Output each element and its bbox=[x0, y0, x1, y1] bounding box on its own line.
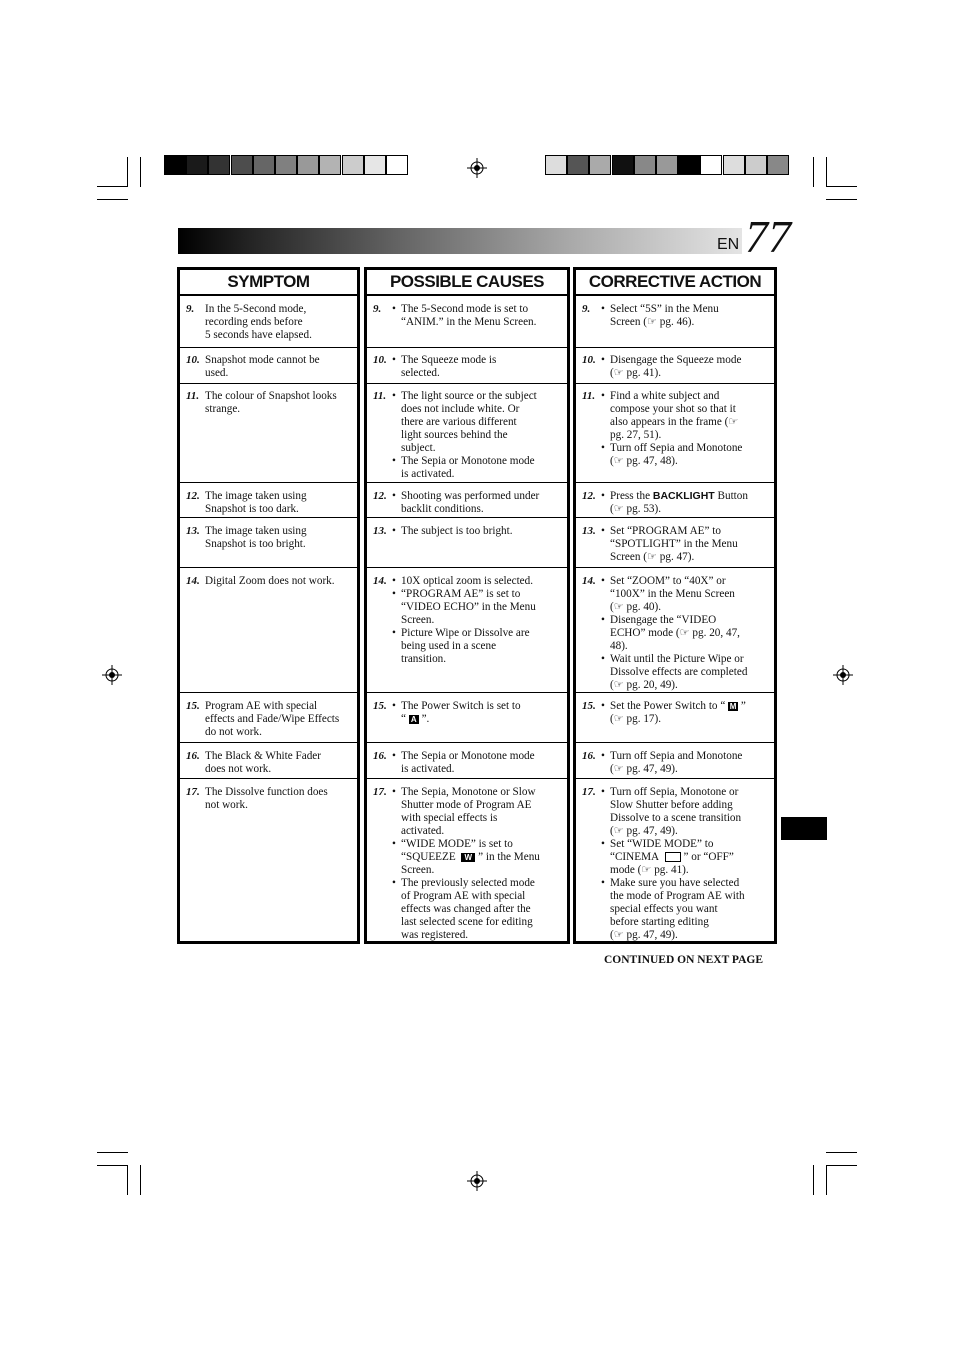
causes-text bbox=[392, 303, 563, 329]
bullet-item: • Turn off Sepia and Monotone (☞ pg. 47, 49). bbox=[601, 750, 770, 776]
registration-mark-icon bbox=[833, 665, 853, 685]
actions-text bbox=[601, 575, 770, 692]
row-divider bbox=[367, 692, 567, 693]
item-number: 11. bbox=[373, 390, 387, 402]
row-divider bbox=[367, 778, 567, 779]
item-number: 17. bbox=[186, 786, 200, 798]
actions-text bbox=[601, 303, 770, 329]
row-divider bbox=[180, 742, 357, 743]
bullet-item: • The light source or the subject does not include white. Or there are various different light sources behind the subject. bbox=[392, 390, 563, 455]
causes-header: POSSIBLE CAUSES bbox=[367, 270, 567, 296]
crop-mark bbox=[826, 199, 857, 200]
crop-mark bbox=[826, 157, 827, 187]
registration-mark-icon bbox=[467, 1171, 487, 1191]
crop-mark bbox=[813, 157, 814, 187]
causes-text bbox=[392, 786, 563, 942]
bullet-item: • Wait until the Picture Wipe or Dissolve effects are completed (☞ pg. 20, 49). bbox=[601, 653, 770, 692]
bullet-item: • The 5-Second mode is set to “ANIM.” in the Menu Screen. bbox=[392, 303, 563, 329]
actions-text bbox=[601, 354, 770, 380]
crop-mark bbox=[140, 157, 141, 187]
crop-mark bbox=[97, 199, 128, 200]
bullet-item: • “WIDE MODE” is set to “SQUEEZE W ” in the Menu Screen. bbox=[392, 838, 563, 877]
item-number: 17. bbox=[582, 786, 596, 798]
row-divider bbox=[576, 482, 774, 483]
color-swatch bbox=[319, 155, 341, 175]
causes-text bbox=[392, 354, 563, 380]
item-number: 12. bbox=[582, 490, 596, 502]
causes-text bbox=[392, 490, 563, 516]
item-number: 16. bbox=[373, 750, 387, 762]
bullet-item: • Find a white subject and compose your shot so that it also appears in the frame (☞ pg. 27, 51). bbox=[601, 390, 770, 442]
page-number: 77 bbox=[745, 211, 791, 262]
header-gradient-bar bbox=[178, 228, 742, 254]
actions-text bbox=[601, 786, 770, 942]
manual-mode-icon: M bbox=[729, 701, 737, 711]
color-swatch bbox=[723, 155, 745, 175]
symptom-text: Digital Zoom does not work. bbox=[205, 575, 335, 587]
actions-text bbox=[601, 525, 770, 564]
color-swatch bbox=[275, 155, 297, 175]
row-divider bbox=[576, 778, 774, 779]
bullet-item: • Set “ZOOM” to “40X” or “100X” in the Menu Screen (☞ pg. 40). bbox=[601, 575, 770, 614]
causes-text bbox=[392, 525, 563, 538]
squeeze-icon: W bbox=[461, 853, 475, 862]
row-divider bbox=[367, 517, 567, 518]
actions-text bbox=[601, 390, 770, 468]
color-swatch bbox=[231, 155, 253, 175]
row-divider bbox=[576, 567, 774, 568]
causes-text bbox=[392, 750, 563, 776]
item-number: 11. bbox=[186, 390, 200, 402]
color-swatch bbox=[164, 155, 186, 175]
row-divider bbox=[180, 692, 357, 693]
actions-text bbox=[601, 700, 770, 726]
crop-mark bbox=[140, 1165, 141, 1195]
item-number: 16. bbox=[582, 750, 596, 762]
item-number: 15. bbox=[186, 700, 200, 712]
row-divider bbox=[576, 742, 774, 743]
bullet-item: • The Sepia, Monotone or Slow Shutter mode of Program AE with special effects is activated. bbox=[392, 786, 563, 838]
bullet-item: • Shooting was performed under backlit conditions. bbox=[392, 490, 563, 516]
item-number: 10. bbox=[373, 354, 387, 366]
item-number: 14. bbox=[186, 575, 200, 587]
color-swatch bbox=[386, 155, 408, 175]
item-number: 13. bbox=[373, 525, 387, 537]
crop-mark bbox=[813, 1165, 814, 1195]
item-number: 10. bbox=[186, 354, 200, 366]
symptom-header: SYMPTOM bbox=[180, 270, 357, 296]
item-number: 12. bbox=[186, 490, 200, 502]
row-divider bbox=[367, 383, 567, 384]
color-swatch bbox=[567, 155, 589, 175]
row-divider bbox=[367, 482, 567, 483]
registration-mark-icon bbox=[102, 665, 122, 685]
crop-mark bbox=[826, 186, 857, 187]
language-label: EN bbox=[717, 236, 740, 253]
symptom-text: The Dissolve function does not work. bbox=[205, 786, 328, 811]
bullet-item: • Disengage the “VIDEO ECHO” mode (☞ pg. 20, 47, 48). bbox=[601, 614, 770, 653]
color-swatch bbox=[253, 155, 275, 175]
causes-text bbox=[392, 390, 563, 481]
causes-text bbox=[392, 700, 563, 726]
color-swatch bbox=[612, 155, 634, 175]
item-number: 13. bbox=[186, 525, 200, 537]
symptom-column bbox=[177, 267, 360, 944]
row-divider bbox=[576, 517, 774, 518]
symptom-text: The image taken using Snapshot is too dark. bbox=[205, 490, 307, 515]
color-swatch bbox=[297, 155, 319, 175]
color-swatch bbox=[700, 155, 722, 175]
item-number: 14. bbox=[582, 575, 596, 587]
color-swatch bbox=[364, 155, 386, 175]
color-swatch bbox=[634, 155, 656, 175]
symptom-text: The Black & White Fader does not work. bbox=[205, 750, 321, 775]
row-divider bbox=[180, 567, 357, 568]
item-number: 12. bbox=[373, 490, 387, 502]
bullet-item: • Press the BACKLIGHT Button (☞ pg. 53). bbox=[601, 490, 770, 516]
row-divider bbox=[180, 482, 357, 483]
cinema-icon bbox=[665, 852, 681, 862]
symptom-text: The image taken using Snapshot is too bright. bbox=[205, 525, 307, 550]
symptom-text: The colour of Snapshot looks strange. bbox=[205, 390, 337, 415]
item-number: 9. bbox=[373, 303, 382, 315]
color-swatch bbox=[186, 155, 208, 175]
crop-mark bbox=[127, 1165, 128, 1195]
continued-note: CONTINUED ON NEXT PAGE bbox=[604, 954, 763, 966]
row-divider bbox=[180, 347, 357, 348]
color-swatch bbox=[589, 155, 611, 175]
bullet-item: • Make sure you have selected the mode of Program AE with special effects you want before starting editing (☞ pg. 47, 49). bbox=[601, 877, 770, 942]
bullet-item: • Select “5S” in the Menu Screen (☞ pg. 46). bbox=[601, 303, 770, 329]
crop-mark bbox=[826, 1165, 827, 1195]
crop-mark bbox=[97, 186, 128, 187]
bullet-item: • Disengage the Squeeze mode (☞ pg. 41). bbox=[601, 354, 770, 380]
color-swatch bbox=[545, 155, 567, 175]
causes-text bbox=[392, 575, 563, 666]
bullet-item: • The previously selected mode of Program AE with special effects was changed after the last selected scene for editing was registered. bbox=[392, 877, 563, 942]
action-header: CORRECTIVE ACTION bbox=[576, 270, 774, 296]
bullet-item: • Set “PROGRAM AE” to “SPOTLIGHT” in the Menu Screen (☞ pg. 47). bbox=[601, 525, 770, 564]
bullet-item: • The Power Switch is set to “ A ”. bbox=[392, 700, 563, 726]
crop-mark bbox=[826, 1165, 857, 1166]
color-swatch bbox=[342, 155, 364, 175]
item-number: 9. bbox=[186, 303, 195, 315]
row-divider bbox=[180, 383, 357, 384]
color-swatch bbox=[745, 155, 767, 175]
bullet-item: • The subject is too bright. bbox=[392, 525, 563, 538]
row-divider bbox=[576, 347, 774, 348]
action-column bbox=[573, 267, 777, 944]
bullet-item: • Picture Wipe or Dissolve are being used in a scene transition. bbox=[392, 627, 563, 666]
crop-mark bbox=[826, 1152, 857, 1153]
row-divider bbox=[180, 517, 357, 518]
color-swatch bbox=[656, 155, 678, 175]
bullet-item: • Set “WIDE MODE” to “CINEMA ” or “OFF” mode (☞ pg. 41). bbox=[601, 838, 770, 877]
auto-mode-icon: A bbox=[409, 715, 419, 724]
bullet-item: • Turn off Sepia, Monotone or Slow Shutter before adding Dissolve to a scene transition (☞ pg. 47, 49). bbox=[601, 786, 770, 838]
symptom-text: In the 5-Second mode, recording ends before 5 seconds have elapsed. bbox=[205, 303, 312, 341]
item-number: 13. bbox=[582, 525, 596, 537]
bullet-item: • “PROGRAM AE” is set to “VIDEO ECHO” in the Menu Screen. bbox=[392, 588, 563, 627]
bullet-item: • The Squeeze mode is selected. bbox=[392, 354, 563, 380]
symptom-text: Program AE with special effects and Fade/Wipe Effects do not work. bbox=[205, 700, 340, 738]
actions-text bbox=[601, 490, 770, 516]
row-divider bbox=[180, 778, 357, 779]
item-number: 15. bbox=[582, 700, 596, 712]
color-swatch bbox=[678, 155, 700, 175]
bullet-item: • Turn off Sepia and Monotone (☞ pg. 47, 48). bbox=[601, 442, 770, 468]
item-number: 14. bbox=[373, 575, 387, 587]
item-number: 17. bbox=[373, 786, 387, 798]
bullet-item: • The Sepia or Monotone mode is activated. bbox=[392, 750, 563, 776]
item-number: 9. bbox=[582, 303, 591, 315]
item-number: 15. bbox=[373, 700, 387, 712]
row-divider bbox=[367, 742, 567, 743]
row-divider bbox=[576, 692, 774, 693]
symptom-text: Snapshot mode cannot be used. bbox=[205, 354, 320, 379]
causes-column bbox=[364, 267, 570, 944]
crop-mark bbox=[97, 1165, 128, 1166]
row-divider bbox=[576, 383, 774, 384]
section-tab bbox=[781, 817, 827, 840]
crop-mark bbox=[127, 157, 128, 187]
color-swatch bbox=[767, 155, 789, 175]
bullet-item: • Set the Power Switch to “ M ” (☞ pg. 17). bbox=[601, 700, 770, 726]
item-number: 10. bbox=[582, 354, 596, 366]
crop-mark bbox=[97, 1152, 128, 1153]
color-swatch bbox=[208, 155, 230, 175]
registration-mark-icon bbox=[467, 158, 487, 178]
item-number: 11. bbox=[582, 390, 596, 402]
item-number: 16. bbox=[186, 750, 200, 762]
row-divider bbox=[367, 567, 567, 568]
row-divider bbox=[367, 347, 567, 348]
bullet-item: • 10X optical zoom is selected. bbox=[392, 575, 563, 588]
bullet-item: • The Sepia or Monotone mode is activated. bbox=[392, 455, 563, 481]
actions-text bbox=[601, 750, 770, 776]
